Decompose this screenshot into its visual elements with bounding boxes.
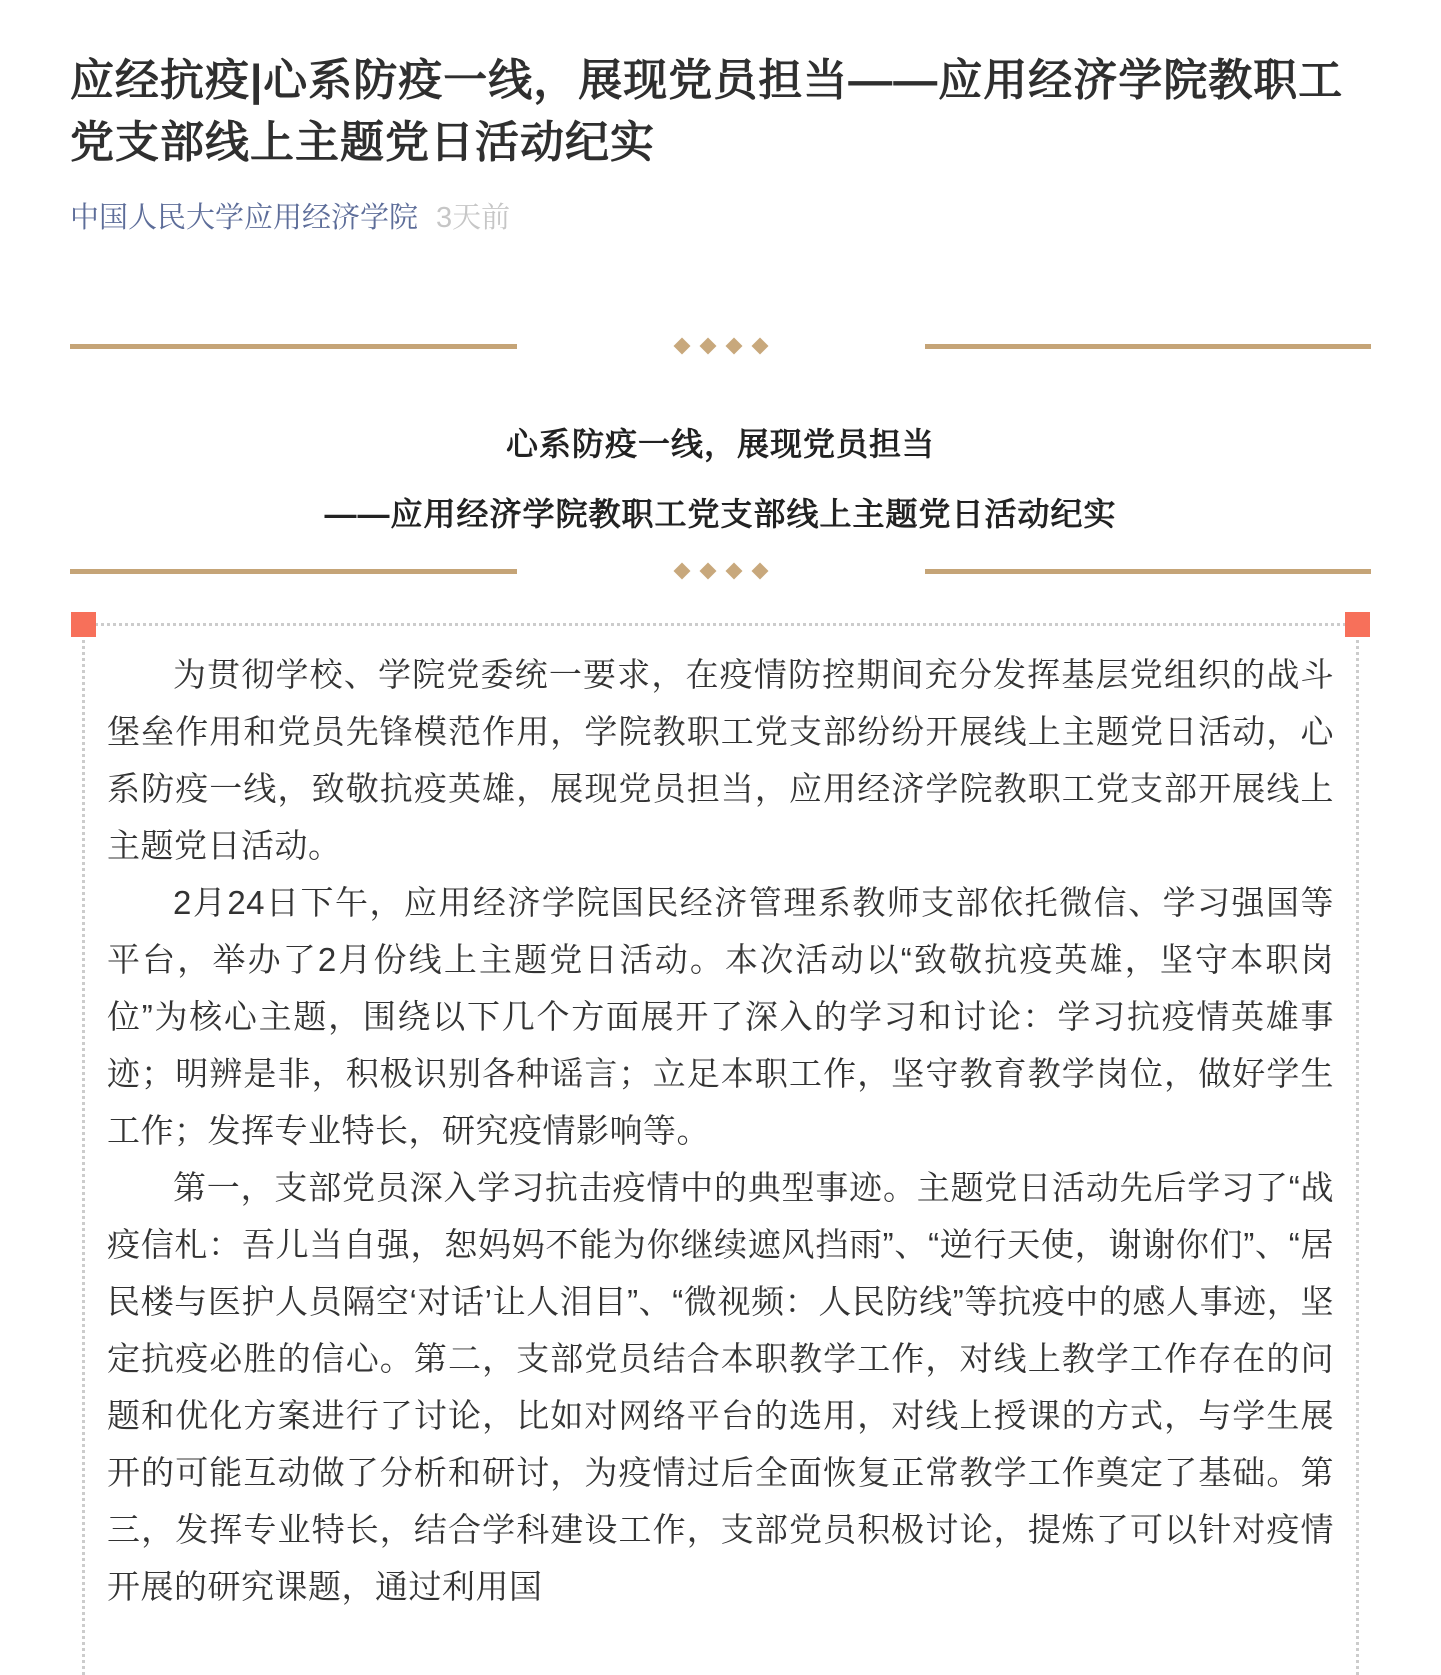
divider-line-left (70, 569, 517, 574)
article-paragraph: 第一，支部党员深入学习抗击疫情中的典型事迹。主题党日活动先后学习了“战疫信札：吾儿当自强，恕妈妈不能为你继续遮风挡雨”、“逆行天使，谢谢你们”、“居民楼与医护人员隔空‘对话’让人泪目”、“微视频：人民防线”等抗疫中的感人事迹，坚定抗疫必胜的信心。第二，支部党员结合本职教学工作，对线上教学工作存在的问题和优化方案进行了讨论，比如对网络平台的选用，对线上授课的方式，与学生展开的可能互动做了分析和研讨，为疫情过后全面恢复正常教学工作奠定了基础。第三，发挥专业特长，结合学科建设工作，支部党员积极讨论，提炼了可以针对疫情开展的研究课题，通过利用国 (107, 1169, 1334, 1605)
diamond-icon (699, 563, 716, 580)
divider-line-right (925, 344, 1372, 349)
divider-line-right (925, 569, 1372, 574)
ornamental-divider-bottom (70, 556, 1371, 586)
corner-square-top-left (71, 612, 96, 637)
divider-line-left (70, 344, 517, 349)
article-meta (70, 200, 1371, 236)
article-subtitle-line1: 心系防疫一线，展现党员担当 (505, 426, 935, 462)
divider-diamonds (674, 563, 768, 579)
publish-time: 3天前 (436, 202, 511, 234)
divider-diamonds (674, 338, 768, 354)
diamond-icon (673, 338, 690, 355)
diamond-icon (673, 563, 690, 580)
article-content-box (82, 623, 1359, 1675)
diamond-icon (725, 563, 742, 580)
page-title: 应经抗疫|心系防疫一线，展现党员担当——应用经济学院教职工党支部线上主题党日活动纪实 (70, 56, 1344, 167)
diamond-icon (751, 338, 768, 355)
article-paragraph: 为贯彻学校、学院党委统一要求，在疫情防控期间充分发挥基层党组织的战斗堡垒作用和党员先锋模范作用，学院教职工党支部纷纷开展线上主题党日活动，心系防疫一线，致敬抗疫英雄，展现党员担当，应用经济学院教职工党支部开展线上主题党日活动。 (107, 656, 1334, 864)
diamond-icon (751, 563, 768, 580)
author-link[interactable]: 中国人民大学应用经济学院 (70, 202, 419, 234)
diamond-icon (725, 338, 742, 355)
article-paragraph: 2月24日下午，应用经济学院国民经济管理系教师支部依托微信、学习强国等平台，举办了2月份线上主题党日活动。本次活动以“致敬抗疫英雄，坚守本职岗位”为核心主题，围绕以下几个方面展开了深入的学习和讨论：学习抗疫情英雄事迹；明辨是非，积极识别各种谣言；立足本职工作，坚守教育教学岗位，做好学生工作；发挥专业特长，研究疫情影响等。 (107, 884, 1334, 1149)
ornamental-divider-top (70, 331, 1371, 361)
diamond-icon (699, 338, 716, 355)
article-page (0, 50, 1441, 1675)
corner-square-top-right (1345, 612, 1370, 637)
article-subtitle-line2: ——应用经济学院教职工党支部线上主题党日活动纪实 (324, 496, 1117, 532)
